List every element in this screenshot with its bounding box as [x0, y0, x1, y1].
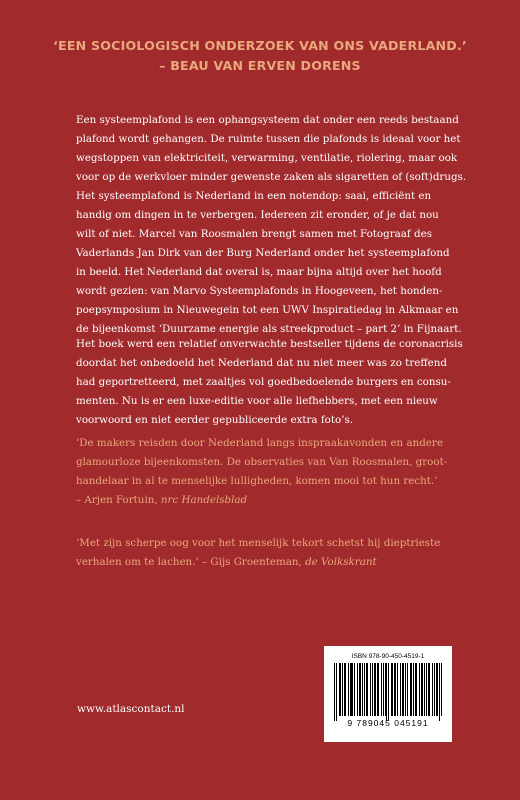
- barcode-bar: [407, 663, 408, 716]
- quote-line: ‘De makers reisden door Nederland langs inspraakavonden en andere: [76, 437, 443, 449]
- barcode-bar: [410, 663, 411, 716]
- text-line: voorwoord en niet eerder gepubliceerde extra foto’s.: [76, 414, 354, 426]
- attribution-source: nrc Handelsblad: [160, 494, 248, 506]
- barcode-bar: [336, 663, 337, 721]
- barcode-bars: [334, 663, 442, 721]
- barcode-bar: [339, 663, 340, 716]
- barcode-bar: [392, 663, 393, 716]
- barcode-bar: [340, 663, 341, 716]
- barcode-bar: [405, 663, 406, 716]
- text-line: Het systeemplafond is Nederland in een notendop: saai, efficiënt en: [76, 190, 432, 202]
- ean-number: 9 789045 045191: [347, 718, 429, 728]
- barcode-bar: [415, 663, 416, 716]
- barcode-bar: [441, 663, 442, 716]
- review-quote-1: [76, 434, 516, 510]
- barcode-bar: [352, 663, 353, 716]
- barcode-bar: [360, 663, 361, 716]
- barcode-bar: [388, 663, 389, 721]
- barcode-bar: [377, 663, 378, 716]
- attribution-source: de Volkskrant: [305, 556, 377, 568]
- barcode-bar: [386, 663, 387, 721]
- publisher-website: www.atlascontact.nl: [77, 703, 185, 715]
- text-line: handig om dingen in te verbergen. Iedereen zit eronder, of je dat nou: [76, 209, 439, 221]
- barcode-bar: [359, 663, 360, 716]
- barcode-bar: [395, 663, 396, 716]
- headline-attribution: – BEAU VAN ERVEN DORENS: [159, 58, 361, 73]
- text-line: doordat het onbedoeld het Nederland dat nu niet meer was zo treffend: [76, 357, 447, 369]
- barcode-bar: [400, 663, 401, 716]
- text-line: de bijeenkomst ‘Duurzame energie als streekproduct – part 2’ in Fijnaart.: [76, 323, 462, 335]
- headline-quote: ‘EEN SOCIOLOGISCH ONDERZOEK VAN ONS VADERLAND.’: [53, 38, 467, 53]
- barcode-bar: [416, 663, 417, 716]
- barcode-bar: [351, 663, 352, 716]
- text-line: Een systeemplafond is een ophangsysteem dat onder een reeds bestaand: [76, 114, 459, 126]
- barcode-bar: [391, 663, 392, 716]
- text-line: voor op de werkvloer minder gewenste zaken als sigaretten of (soft)drugs.: [76, 171, 467, 183]
- quote-attribution: [76, 491, 516, 510]
- barcode-bar: [421, 663, 422, 716]
- barcode-bar: [434, 663, 435, 716]
- text-line: wordt gezien: van Marvo Systeemplafonds in Hoogeveen, het honden-: [76, 285, 443, 297]
- barcode-bar: [424, 663, 425, 716]
- barcode-bar: [429, 663, 430, 716]
- isbn-label: ISBN 978-90-450-4519-1: [351, 653, 425, 660]
- barcode-bar: [372, 663, 373, 716]
- text-line: wegstoppen van elektriciteit, verwarming, ventilatie, riolering, maar ook: [76, 152, 458, 164]
- barcode-bar: [378, 663, 379, 716]
- text-line: poepsymposium in Nieuwegein tot een UWV Inspiratiedag in Alkmaar en: [76, 304, 459, 316]
- attribution-author: – Arjen Fortuin,: [76, 494, 161, 506]
- barcode-bar: [419, 663, 420, 716]
- barcode-bar: [439, 663, 440, 721]
- barcode-bar: [385, 663, 386, 716]
- barcode-bar: [367, 663, 368, 716]
- barcode-bar: [370, 663, 371, 716]
- cover-headline: [0, 36, 520, 76]
- barcode-bar: [375, 663, 376, 716]
- quote-line: handelaar in al te menselijke lulligheden, komen mooi tot hun recht.’: [76, 475, 438, 487]
- barcode-bar: [348, 663, 349, 716]
- barcode-bar: [344, 663, 345, 716]
- barcode-bar: [345, 663, 346, 716]
- barcode-bar: [422, 663, 423, 716]
- barcode-bar: [350, 663, 351, 716]
- barcode-bar: [366, 663, 367, 716]
- barcode-bar: [394, 663, 395, 716]
- text-line: had geportretteerd, met zaaltjes vol goedbedoelende burgers en consu-: [76, 376, 451, 388]
- barcode-bar: [428, 663, 429, 716]
- text-line: Vaderlands Jan Dirk van der Burg Nederland onder het systeemplafond: [76, 247, 450, 259]
- review-quote-2: [76, 534, 516, 572]
- barcode-bar: [334, 663, 335, 721]
- barcode-bar: [357, 663, 358, 716]
- barcode-bar: [381, 663, 382, 716]
- text-line: wilt of niet. Marcel van Roosmalen brengt samen met Fotograaf des: [76, 228, 432, 240]
- barcode-bar: [413, 663, 414, 716]
- text-line: in beeld. Het Nederland dat overal is, maar bijna altijd over het hoofd: [76, 266, 442, 278]
- barcode-bar: [436, 663, 437, 716]
- text-line: plafond wordt gehangen. De ruimte tussen die plafonds is ideaal voor het: [76, 133, 461, 145]
- isbn-barcode: [324, 646, 452, 742]
- quote-line: ‘Met zijn scherpe oog voor het menselijk tekort schetst hij dieptrieste: [76, 537, 441, 549]
- text-line: Het boek werd een relatief onverwachte bestseller tijdens de coronacrisis: [76, 338, 463, 350]
- barcode-bar: [354, 663, 355, 716]
- quote-line-with-attribution: [76, 553, 516, 572]
- barcode-bar: [402, 663, 403, 716]
- barcode-bar: [397, 663, 398, 716]
- barcode-bar: [362, 663, 363, 716]
- quote-text: verhalen om te lachen.’ – Gijs Groenteman,: [76, 556, 306, 568]
- barcode-bar: [426, 663, 427, 716]
- barcode-bar: [437, 663, 438, 716]
- text-line: menten. Nu is er een luxe-editie voor alle liefhebbers, met een nieuw: [76, 395, 438, 407]
- barcode-bar: [364, 663, 365, 716]
- barcode-bar: [374, 663, 375, 716]
- barcode-bar: [342, 663, 343, 716]
- description-paragraph-1: [76, 111, 516, 339]
- quote-line: glamourloze bijeenkomsten. De observaties van Van Roosmalen, groot-: [76, 456, 448, 468]
- barcode-bar: [432, 663, 433, 716]
- barcode-bar: [411, 663, 412, 716]
- barcode-bar: [383, 663, 384, 716]
- barcode-bar: [403, 663, 404, 716]
- description-paragraph-2: [76, 335, 516, 430]
